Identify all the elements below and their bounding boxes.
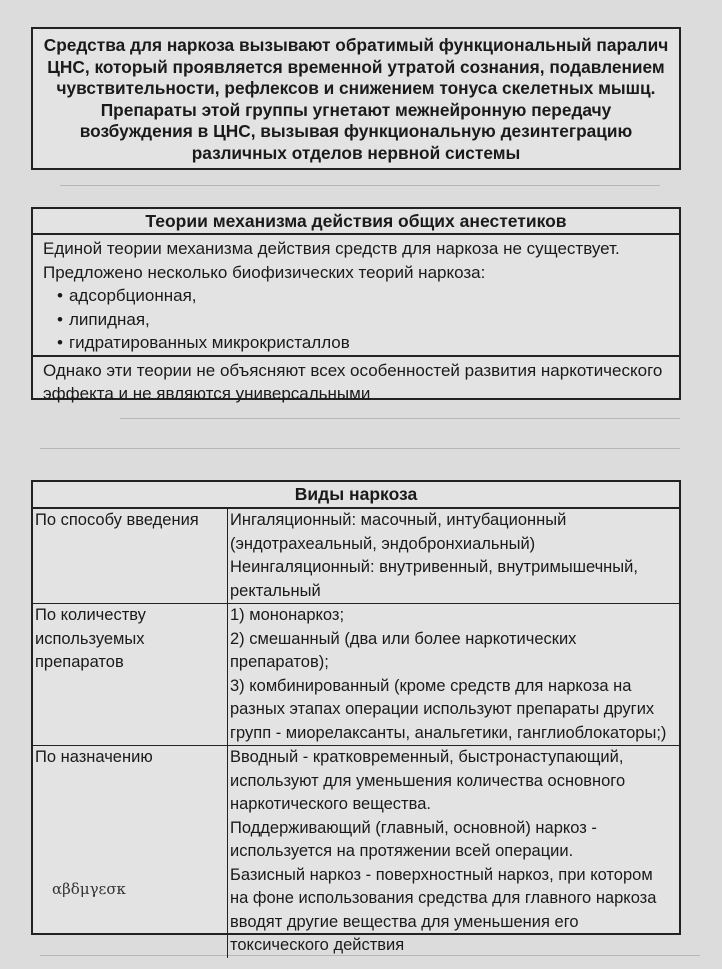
- row-line: Вводный - кратковременный, быстронаступающий, используют для уменьшения количества основного наркотического вещества.: [230, 748, 626, 813]
- row-label: По количеству используемых препаратов: [33, 604, 228, 746]
- row-label: По назначению: [33, 746, 228, 958]
- row-content: [228, 746, 680, 958]
- types-box: [31, 480, 681, 954]
- row-line: 3) комбинированный (кроме средств для наркоза на разных этапах операции используют препараты других групп - миорелаксанты, анальгетики, ганглиоблокаторы;): [230, 676, 667, 742]
- theories-list: [43, 284, 673, 355]
- row-content: [228, 604, 680, 746]
- theories-box: [31, 207, 681, 403]
- table-row: [33, 746, 679, 958]
- theories-note: Однако эти теории не объясняют всех особенностей развития наркотического эффекта и не являются универсальными: [33, 355, 679, 405]
- row-line: Базисный наркоз - поверхностный наркоз, при котором на фоне использования средства для главного наркоза вводят другие вещества для уменьшения его токсического действия: [230, 865, 657, 954]
- row-line: 1) мононаркоз;: [230, 606, 345, 624]
- theory-item: • адсорбционная,: [57, 284, 673, 308]
- bleed-line: [40, 448, 680, 449]
- theories-line-1: Единой теории механизма действия средств для наркоза не существует.: [43, 239, 620, 258]
- row-line: Поддерживающий (главный, основной) наркоз - используется на протяжении всей операции.: [230, 818, 597, 860]
- theory-item: • липидная,: [57, 308, 673, 332]
- table-row: [33, 509, 679, 604]
- intro-text: Средства для наркоза вызывают обратимый функциональный паралич ЦНС, который проявляется временной утратой сознания, подавлением чувствительности, рефлексов и снижением тонуса скелетных мышц. Препараты этой группы угнетают межнейронную передачу возбуждения в ЦНС, вызывая функциональную дезинтеграцию различных отделов нервной системы: [43, 35, 669, 163]
- row-line: Неингаляционный: внутривенный, внутримышечный, ректальный: [230, 558, 638, 600]
- bleed-line: [120, 418, 680, 419]
- theories-line-2: Предложено несколько биофизических теорий наркоза:: [43, 262, 486, 282]
- row-line: 2) смешанный (два или более наркотических препаратов);: [230, 629, 577, 671]
- theories-body: [33, 235, 679, 355]
- theory-item: • гидратированных микрокристаллов: [57, 331, 673, 355]
- row-label: По способу введения: [33, 509, 228, 604]
- table-row: [33, 604, 679, 746]
- theories-title: Теории механизма действия общих анестетиков: [33, 209, 679, 235]
- types-title: Виды наркоза: [33, 482, 679, 509]
- stray-text: αβδμγεσκ: [52, 880, 126, 898]
- bleed-line: [60, 185, 660, 186]
- row-line: Ингаляционный: масочный, интубационный (эндотрахеальный, эндобронхиальный): [230, 511, 567, 553]
- intro-box: [31, 27, 681, 170]
- types-table: [33, 509, 679, 958]
- row-content: [228, 509, 680, 604]
